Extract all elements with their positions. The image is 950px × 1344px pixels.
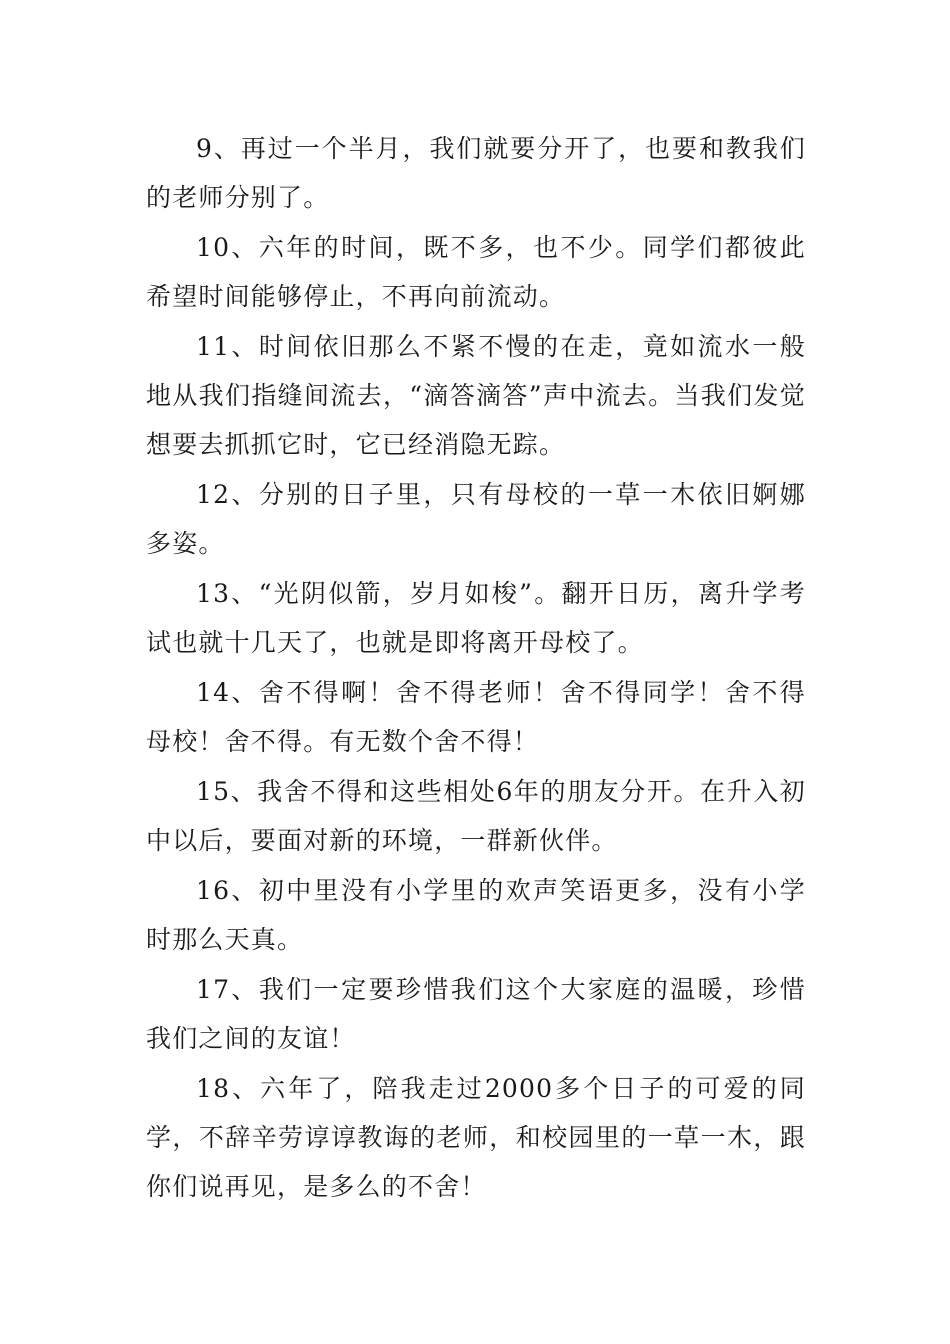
document-body (146, 124, 806, 1211)
paragraph-16: 16、初中里没有小学里的欢声笑语更多，没有小学时那么天真。 (146, 876, 806, 954)
paragraph-10: 10、六年的时间，既不多，也不少。同学们都彼此希望时间能够停止，不再向前流动。 (146, 233, 806, 311)
paragraph-9: 9、再过一个半月，我们就要分开了，也要和教我们的老师分别了。 (146, 134, 806, 212)
paragraph-14: 14、舍不得啊！舍不得老师！舍不得同学！舍不得母校！舍不得。有无数个舍不得！ (146, 678, 806, 756)
paragraph-11: 11、时间依旧那么不紧不慢的在走，竟如流水一般地从我们指缝间流去，“滴答滴答”声中流去。当我们发觉想要去抓抓它时，它已经消隐无踪。 (146, 332, 806, 459)
paragraph-18: 18、六年了，陪我走过2000多个日子的可爱的同学，不辞辛劳谆谆教诲的老师，和校园里的一草一木，跟你们说再见，是多么的不舍！ (146, 1074, 806, 1201)
paragraph-15: 15、我舍不得和这些相处6年的朋友分开。在升入初中以后，要面对新的环境，一群新伙伴。 (146, 777, 806, 855)
paragraph-17: 17、我们一定要珍惜我们这个大家庭的温暖，珍惜我们之间的友谊！ (146, 975, 806, 1053)
paragraph-12: 12、分别的日子里，只有母校的一草一木依旧婀娜多姿。 (146, 480, 806, 558)
paragraph-13: 13、“光阴似箭，岁月如梭”。翻开日历，离升学考试也就十几天了，也就是即将离开母校了。 (146, 579, 806, 657)
